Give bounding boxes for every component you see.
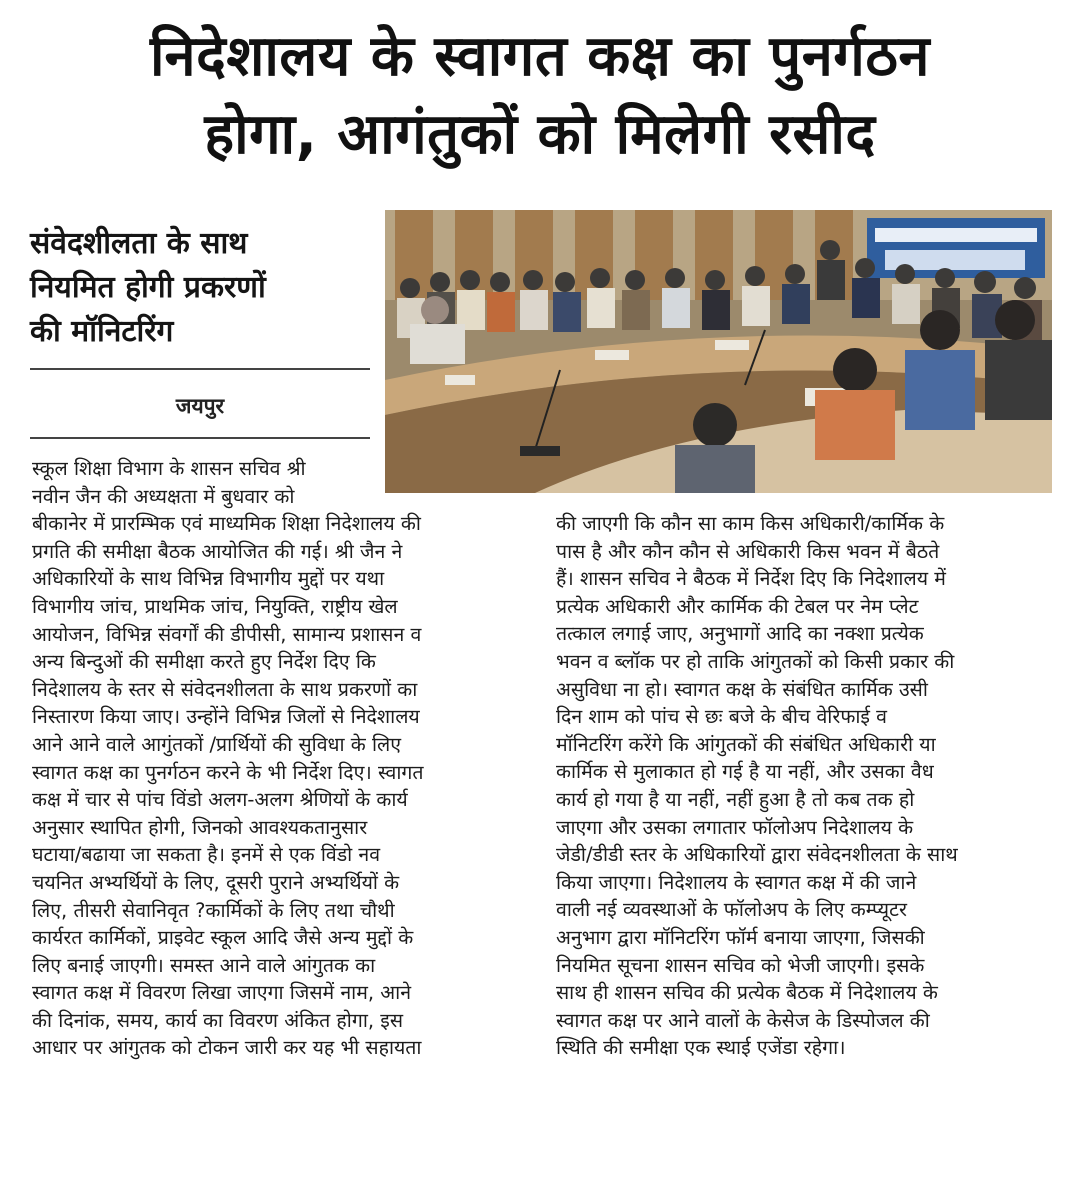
subheadline-line-3: की मॉनिटरिंग <box>30 314 174 349</box>
article-line: कार्यरत कार्मिकों, प्राइवेट स्कूल आदि जैसे अन्य मुद्दों के <box>32 926 414 950</box>
article-line: नियमित सूचना शासन सचिव को भेजी जाएगी। इसके <box>556 953 925 977</box>
article-line: घटाया/बढाया जा सकता है। इनमें से एक विंडो नव <box>32 843 381 867</box>
article-column-2 <box>556 510 1056 1062</box>
headline-line-2: होगा, आगंतुकों को मिलेगी रसीद <box>204 102 876 167</box>
article-line: कार्मिक से मुलाकात हो गई है या नहीं, और उसका वैध <box>556 760 934 784</box>
article-line: अन्य बिन्दुओं की समीक्षा करते हुए निर्देश दिए कि <box>32 650 376 674</box>
article-line: जेडी/डीडी स्तर के अधिकारियों द्वारा संवेदनशीलता के साथ <box>556 843 958 867</box>
headline-line-1: निदेशालय के स्वागत कक्ष का पुनर्गठन <box>150 24 930 89</box>
article-line: निदेशालय के स्तर से संवेदनशीलता के साथ प्रकरणों का <box>32 677 418 701</box>
article-line: जाएगा और उसका लगातार फॉलोअप निदेशालय के <box>556 815 914 839</box>
article-line: वाली नई व्यवस्थाओं के फॉलोअप के लिए कम्प्यूटर <box>556 898 907 922</box>
article-line: आने आने वाले आगुंतकों /प्रार्थियों की सुविधा के लिए <box>32 732 402 756</box>
article-line: मॉनिटरिंग करेंगे कि आंगुतकों की संबंधित अधिकारी या <box>556 732 936 756</box>
dateline: जयपुर <box>175 394 225 418</box>
article-line: आधार पर आंगुतक को टोकन जारी कर यह भी सहायता <box>32 1036 422 1060</box>
article-line: साथ ही शासन सचिव की प्रत्येक बैठक में निदेशालय के <box>556 981 938 1005</box>
article-line: अनुभाग द्वारा मॉनिटरिंग फॉर्म बनाया जाएगा, जिसकी <box>556 925 925 949</box>
article-line: कक्ष में चार से पांच विंडो अलग-अलग श्रेणियों के कार्य <box>32 788 408 812</box>
article-line: कार्य हो गया है या नहीं, नहीं हुआ है तो कब तक हो <box>556 787 915 811</box>
article-line: हैं। शासन सचिव ने बैठक में निर्देश दिए कि निदेशालय में <box>556 567 946 591</box>
article-line: अनुसार स्थापित होगी, जिनको आवश्यकतानुसार <box>32 815 368 839</box>
article-line: लिए बनाई जाएगी। समस्त आने वाले आंगुतक का <box>32 953 376 977</box>
article-line: स्वागत कक्ष पर आने वालों के केसेज के डिस्पोजल की <box>556 1008 930 1032</box>
article-line: प्रगति की समीक्षा बैठक आयोजित की गई। श्री जैन ने <box>32 539 403 563</box>
article-line: निस्तारण किया जाए। उन्होंने विभिन्न जिलों से निदेशालय <box>32 705 420 729</box>
article-line: स्थिति की समीक्षा एक स्थाई एजेंडा रहेगा। <box>556 1036 846 1060</box>
divider-bottom <box>30 437 370 439</box>
article-line: भवन व ब्लॉक पर हो ताकि आंगुतकों को किसी प्रकार की <box>556 649 955 673</box>
article-line: प्रत्येक अधिकारी और कार्मिक की टेबल पर नेम प्लेट <box>556 594 919 618</box>
article-line: स्वागत कक्ष में विवरण लिखा जाएगा जिसमें नाम, आने <box>32 981 412 1005</box>
article-line: स्कूल शिक्षा विभाग के शासन सचिव श्री <box>32 457 306 480</box>
article-line: की जाएगी कि कौन सा काम किस अधिकारी/कार्मिक के <box>556 512 945 535</box>
article-line: चयनित अभ्यर्थियों के लिए, दूसरी पुराने अभ्यर्थियों के <box>32 870 400 894</box>
subheadline-line-1: संवेदशीलता के साथ <box>30 226 248 261</box>
article-line: स्वागत कक्ष का पुनर्गठन करने के भी निर्देश दिए। स्वागत <box>32 760 424 784</box>
headline <box>20 18 1060 174</box>
article-line: बीकानेर में प्रारम्भिक एवं माध्यमिक शिक्षा निदेशालय की <box>32 512 421 536</box>
subheadline <box>30 222 370 354</box>
subheadline-line-2: नियमित होगी प्रकरणों <box>30 270 266 305</box>
article-line: विभागीय जांच, प्राथमिक जांच, नियुक्ति, राष्ट्रीय खेल <box>32 594 398 618</box>
divider-top <box>30 368 370 370</box>
article-line: लिए, तीसरी सेवानिवृत ?कार्मिकों के लिए तथा चौथी <box>32 898 395 922</box>
article-line: अधिकारियों के साथ विभिन्न विभागीय मुद्दों पर यथा <box>32 567 385 591</box>
article-column-1 <box>32 455 542 1062</box>
article-line: दिन शाम को पांच से छः बजे के बीच वेरिफाई व <box>556 705 888 729</box>
article-line: की दिनांक, समय, कार्य का विवरण अंकित होगा, इस <box>32 1008 404 1032</box>
article-line: किया जाएगा। निदेशालय के स्वागत कक्ष में की जाने <box>556 870 917 894</box>
article-line: आयोजन, विभिन्न संवर्गों की डीपीसी, सामान्य प्रशासन व <box>32 622 422 646</box>
meeting-photo <box>385 210 1052 493</box>
article-line: तत्काल लगाई जाए, अनुभागों आदि का नक्शा प्रत्येक <box>556 622 924 646</box>
article-line: असुविधा ना हो। स्वागत कक्ष के संबंधित कार्मिक उसी <box>556 677 928 701</box>
article-line: पास है और कौन कौन से अधिकारी किस भवन में बैठते <box>556 539 940 563</box>
article-line: नवीन जैन की अध्यक्षता में बुधवार को <box>32 484 295 508</box>
